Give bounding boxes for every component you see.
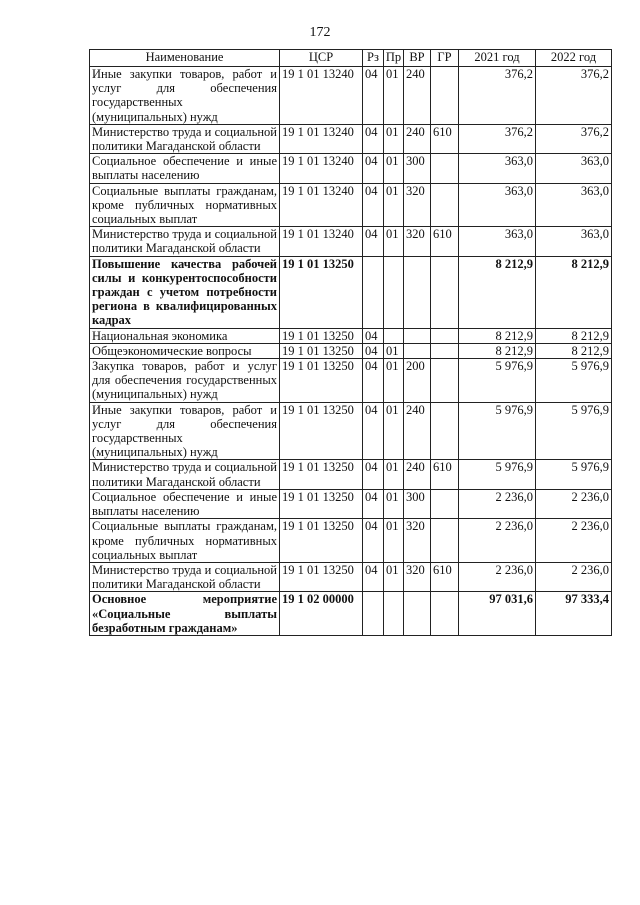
cell-pr: 01 [384, 460, 404, 489]
cell-pr: 01 [384, 67, 404, 125]
cell-name: Социальное обеспечение и иные выплаты населению [90, 154, 280, 183]
cell-csr: 19 1 02 00000 [280, 592, 363, 636]
cell-y2022: 2 236,0 [536, 489, 612, 518]
table-row [90, 154, 612, 183]
cell-csr: 19 1 01 13250 [280, 343, 363, 358]
cell-y2022: 97 333,4 [536, 592, 612, 636]
cell-y2021: 363,0 [459, 227, 536, 256]
cell-name: Повышение качества рабочей силы и конкурентоспособности граждан с учетом потребности региона в квалифицированных кадрах [90, 256, 280, 328]
table-row [90, 67, 612, 125]
cell-pr: 01 [384, 359, 404, 403]
cell-y2021: 2 236,0 [459, 519, 536, 563]
table-row [90, 460, 612, 489]
cell-y2022: 8 212,9 [536, 328, 612, 343]
header-csr: ЦСР [280, 50, 363, 67]
cell-pr: 01 [384, 124, 404, 153]
cell-rz: 04 [363, 343, 384, 358]
table-row [90, 227, 612, 256]
header-row [90, 50, 612, 67]
header-pr: Пр [384, 50, 404, 67]
cell-vr [404, 343, 431, 358]
cell-gr [431, 67, 459, 125]
cell-y2022: 5 976,9 [536, 402, 612, 460]
table-row [90, 489, 612, 518]
table-row [90, 402, 612, 460]
cell-gr [431, 343, 459, 358]
cell-vr: 300 [404, 489, 431, 518]
table-row [90, 343, 612, 358]
cell-y2021: 2 236,0 [459, 562, 536, 591]
cell-pr: 01 [384, 489, 404, 518]
cell-pr: 01 [384, 227, 404, 256]
table-row [90, 359, 612, 403]
cell-gr [431, 256, 459, 328]
header-name: Наименование [90, 50, 280, 67]
cell-vr: 320 [404, 227, 431, 256]
cell-pr [384, 328, 404, 343]
cell-gr [431, 183, 459, 227]
cell-name: Министерство труда и социальной политики Магаданской области [90, 227, 280, 256]
cell-gr [431, 592, 459, 636]
cell-vr: 320 [404, 183, 431, 227]
cell-rz: 04 [363, 489, 384, 518]
header-gr: ГР [431, 50, 459, 67]
cell-y2022: 5 976,9 [536, 359, 612, 403]
table-row [90, 562, 612, 591]
cell-y2022: 376,2 [536, 67, 612, 125]
budget-table [89, 49, 612, 636]
cell-pr: 01 [384, 519, 404, 563]
table-row [90, 592, 612, 636]
cell-y2022: 2 236,0 [536, 519, 612, 563]
cell-rz [363, 256, 384, 328]
page-number: 172 [309, 25, 331, 40]
cell-csr: 19 1 01 13240 [280, 67, 363, 125]
cell-csr: 19 1 01 13250 [280, 489, 363, 518]
header-vr: ВР [404, 50, 431, 67]
cell-name: Основное мероприятие «Социальные выплаты безработным гражданам» [90, 592, 280, 636]
table-row [90, 256, 612, 328]
cell-csr: 19 1 01 13250 [280, 402, 363, 460]
cell-csr: 19 1 01 13250 [280, 460, 363, 489]
cell-name: Министерство труда и социальной политики Магаданской области [90, 562, 280, 591]
cell-vr [404, 328, 431, 343]
cell-y2022: 363,0 [536, 227, 612, 256]
cell-rz [363, 592, 384, 636]
cell-name: Национальная экономика [90, 328, 280, 343]
table-body [90, 67, 612, 636]
cell-y2021: 97 031,6 [459, 592, 536, 636]
cell-name: Социальные выплаты гражданам, кроме публичных нормативных социальных выплат [90, 183, 280, 227]
cell-name: Иные закупки товаров, работ и услуг для обеспечения государственных (муниципальных) нужд [90, 67, 280, 125]
cell-y2021: 363,0 [459, 183, 536, 227]
cell-pr: 01 [384, 562, 404, 591]
cell-pr [384, 256, 404, 328]
cell-rz: 04 [363, 402, 384, 460]
cell-gr [431, 154, 459, 183]
header-2022: 2022 год [536, 50, 612, 67]
cell-csr: 19 1 01 13240 [280, 154, 363, 183]
cell-y2021: 8 212,9 [459, 256, 536, 328]
cell-rz: 04 [363, 328, 384, 343]
cell-gr: 610 [431, 124, 459, 153]
cell-y2022: 8 212,9 [536, 343, 612, 358]
cell-vr [404, 256, 431, 328]
table-row [90, 519, 612, 563]
cell-gr: 610 [431, 562, 459, 591]
table-row [90, 124, 612, 153]
cell-gr [431, 328, 459, 343]
cell-rz: 04 [363, 154, 384, 183]
cell-y2021: 5 976,9 [459, 402, 536, 460]
cell-rz: 04 [363, 183, 384, 227]
cell-rz: 04 [363, 359, 384, 403]
cell-y2022: 5 976,9 [536, 460, 612, 489]
cell-gr: 610 [431, 460, 459, 489]
cell-vr: 320 [404, 519, 431, 563]
cell-csr: 19 1 01 13240 [280, 124, 363, 153]
cell-gr: 610 [431, 227, 459, 256]
cell-pr: 01 [384, 402, 404, 460]
cell-name: Министерство труда и социальной политики Магаданской области [90, 124, 280, 153]
cell-rz: 04 [363, 519, 384, 563]
table-row [90, 183, 612, 227]
cell-vr: 240 [404, 402, 431, 460]
cell-name: Министерство труда и социальной политики Магаданской области [90, 460, 280, 489]
cell-rz: 04 [363, 460, 384, 489]
cell-rz: 04 [363, 67, 384, 125]
cell-y2022: 363,0 [536, 154, 612, 183]
cell-vr: 240 [404, 460, 431, 489]
cell-y2021: 8 212,9 [459, 328, 536, 343]
cell-name: Общеэкономические вопросы [90, 343, 280, 358]
cell-pr [384, 592, 404, 636]
cell-y2022: 2 236,0 [536, 562, 612, 591]
cell-csr: 19 1 01 13240 [280, 227, 363, 256]
cell-vr: 200 [404, 359, 431, 403]
cell-rz: 04 [363, 562, 384, 591]
cell-vr: 240 [404, 124, 431, 153]
cell-y2021: 376,2 [459, 124, 536, 153]
cell-name: Иные закупки товаров, работ и услуг для обеспечения государственных (муниципальных) нужд [90, 402, 280, 460]
header-2021: 2021 год [459, 50, 536, 67]
header-rz: Рз [363, 50, 384, 67]
cell-y2021: 376,2 [459, 67, 536, 125]
table-row [90, 328, 612, 343]
cell-y2021: 363,0 [459, 154, 536, 183]
cell-y2021: 2 236,0 [459, 489, 536, 518]
cell-y2022: 376,2 [536, 124, 612, 153]
cell-vr: 300 [404, 154, 431, 183]
cell-csr: 19 1 01 13250 [280, 562, 363, 591]
cell-gr [431, 359, 459, 403]
cell-csr: 19 1 01 13250 [280, 519, 363, 563]
cell-y2022: 363,0 [536, 183, 612, 227]
cell-rz: 04 [363, 124, 384, 153]
cell-gr [431, 489, 459, 518]
cell-rz: 04 [363, 227, 384, 256]
cell-gr [431, 402, 459, 460]
cell-y2022: 8 212,9 [536, 256, 612, 328]
cell-csr: 19 1 01 13250 [280, 256, 363, 328]
cell-vr: 240 [404, 67, 431, 125]
cell-name: Закупка товаров, работ и услуг для обеспечения государственных (муниципальных) нужд [90, 359, 280, 403]
cell-name: Социальное обеспечение и иные выплаты населению [90, 489, 280, 518]
cell-pr: 01 [384, 183, 404, 227]
cell-y2021: 5 976,9 [459, 460, 536, 489]
cell-gr [431, 519, 459, 563]
cell-csr: 19 1 01 13240 [280, 183, 363, 227]
cell-pr: 01 [384, 343, 404, 358]
cell-name: Социальные выплаты гражданам, кроме публичных нормативных социальных выплат [90, 519, 280, 563]
cell-pr: 01 [384, 154, 404, 183]
cell-csr: 19 1 01 13250 [280, 328, 363, 343]
cell-vr: 320 [404, 562, 431, 591]
cell-y2021: 8 212,9 [459, 343, 536, 358]
cell-y2021: 5 976,9 [459, 359, 536, 403]
cell-csr: 19 1 01 13250 [280, 359, 363, 403]
cell-vr [404, 592, 431, 636]
